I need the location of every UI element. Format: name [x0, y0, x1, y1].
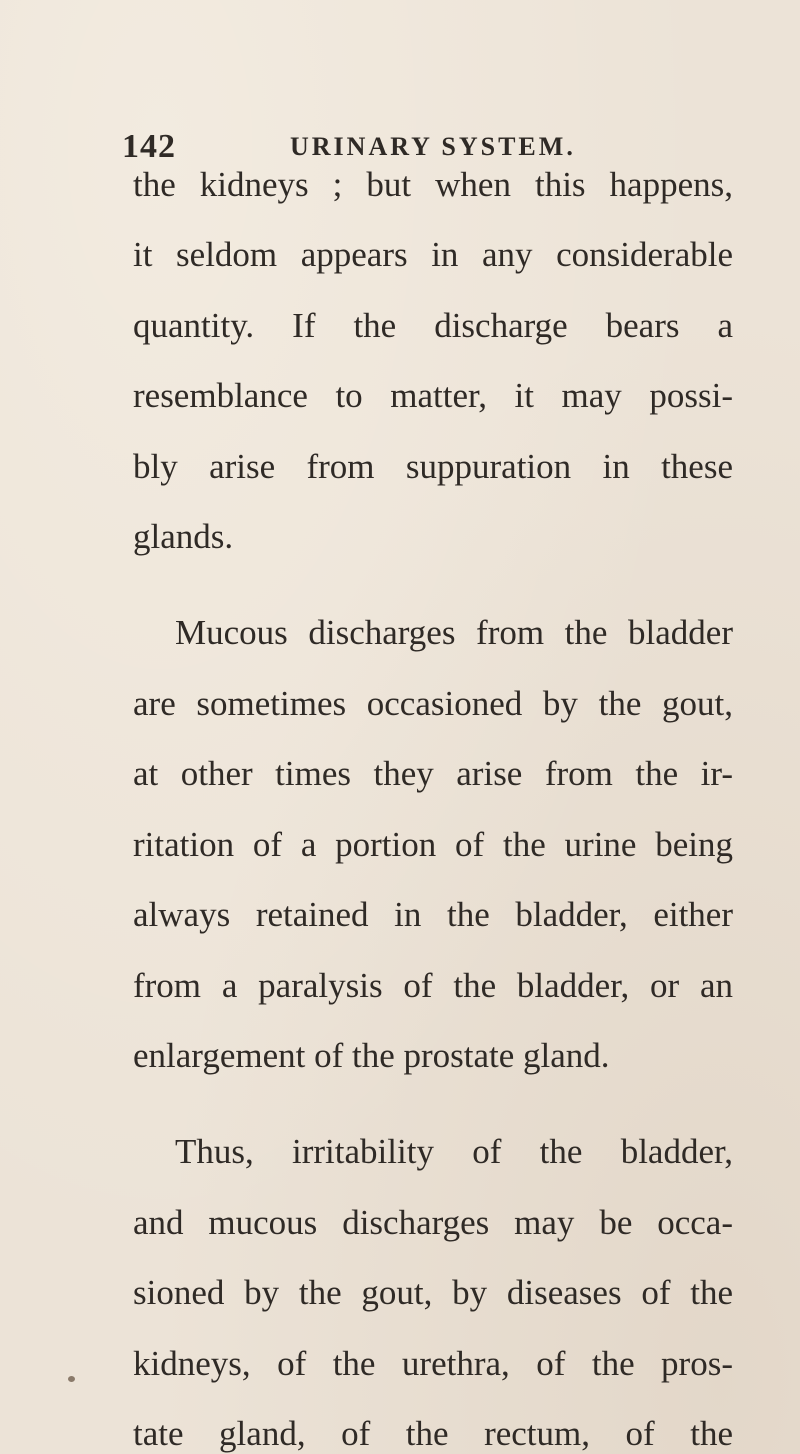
text-line: sioned by the gout, by diseases of the [133, 1273, 733, 1313]
text-line: tate gland, of the rectum, of the [133, 1414, 733, 1453]
text-line: from a paralysis of the bladder, or an [133, 965, 733, 1005]
text-line: at other times they arise from the ir- [133, 754, 733, 794]
text-line: Thus, irritability of the bladder, [175, 1132, 733, 1172]
running-head: URINARY SYSTEM. [290, 132, 576, 161]
text-line: quantity. If the discharge bears a [133, 305, 733, 345]
text-line: Mucous discharges from the bladder [175, 613, 733, 653]
text-line: and mucous discharges may be occa- [133, 1202, 733, 1242]
text-line: kidneys, of the urethra, of the pros- [133, 1343, 733, 1383]
text-line: enlargement of the prostate gland. [133, 1035, 610, 1075]
paper-speck [68, 1376, 75, 1382]
text-line: always retained in the bladder, either [133, 895, 733, 935]
text-line: glands. [133, 517, 234, 557]
text-line: bly arise from suppuration in these [133, 446, 733, 486]
text-line: ritation of a portion of the urine being [133, 824, 733, 864]
text-line: are sometimes occasioned by the gout, [133, 683, 733, 723]
text-line: the kidneys ; but when this happens, [133, 165, 733, 204]
text-line: resemblance to matter, it may possi- [133, 376, 733, 416]
page-number: 142 [122, 128, 176, 165]
text-line: it seldom appears in any considerable [133, 235, 733, 275]
page-header [122, 128, 762, 168]
